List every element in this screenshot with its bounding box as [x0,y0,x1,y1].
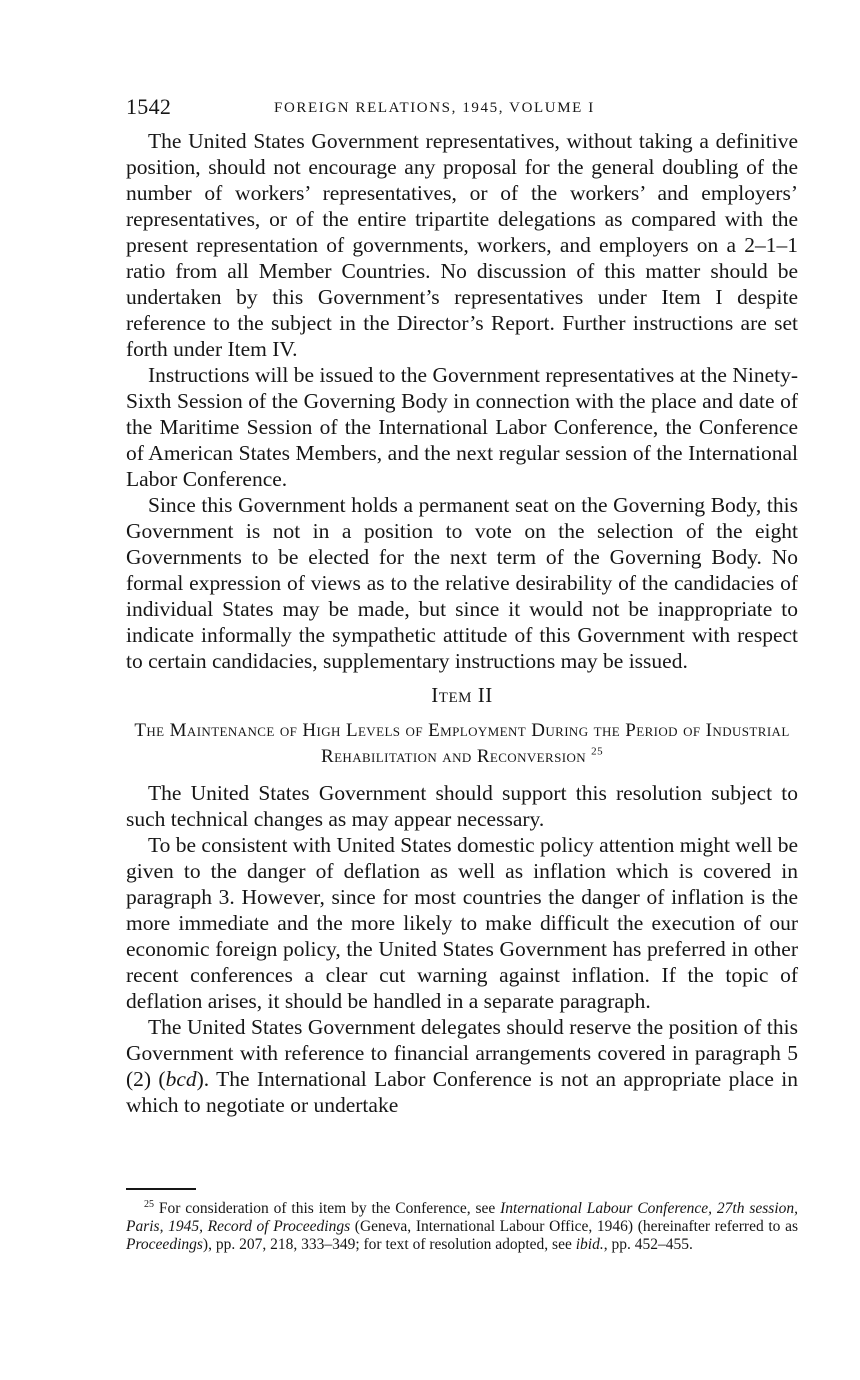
paragraph-instructions-governing-body: Instructions will be issued to the Government representatives at the Ninety-Sixth Session of the Governing Body in connection with the place and date of the Maritime Session of the International Labor Conference, the Conference of American States Members, and the next regular session of the International Labor Conference. [126,363,798,491]
footnote-text-b: (Geneva, International Labour Office, 1946) (hereinafter referred to as [350,1218,799,1235]
footnote-italic-ibid: ibid. [575,1236,604,1253]
footnote-text-a: For consideration of this item by the Conference, see [158,1200,501,1217]
running-title: FOREIGN RELATIONS, 1945, VOLUME I [274,100,595,116]
page-number: 1542 [126,94,172,119]
footnote-rule [126,1188,196,1190]
footnote-italic-proceedings: Proceedings [126,1236,203,1253]
page-content [126,92,798,1118]
footnote-text-d: , pp. 452–455. [603,1236,693,1253]
footnote-mark: 25 [144,1198,154,1210]
paragraph-financial-italic: bcd [165,1067,197,1091]
footnote-text-c: ), pp. 207, 218, 333–349; for text of resolution adopted, see [202,1236,576,1253]
paragraph-support-resolution: The United States Government should support this resolution subject to such technical changes as may appear necessary. [126,781,798,831]
paragraph-permanent-seat: Since this Government holds a permanent seat on the Governing Body, this Government is not in a position to vote on the selection of the eight Governments to be elected for the next term of the Governing Body. No formal expression of views as to the relative desirability of the candidacies of individual States may be made, but since it would not be inappropriate to indicate informally the sympathetic attitude of this Government with respect to certain candidacies, supplementary instructions may be issued. [126,493,798,673]
footnote [126,1200,798,1254]
paragraph-financial-arrangements [126,1014,798,1118]
footnote-reference: 25 [591,745,603,758]
item-heading: Item II [431,683,493,707]
item-title [126,718,798,770]
item-title-text: The Maintenance of High Levels of Employment During the Period of Industrial Rehabilitation and Reconversion [134,720,790,767]
paragraph-financial-text-a: The United States Government delegates should reserve the position of this Government with reference to financial arrangements covered in paragraph 5 (2) ( [126,1015,798,1091]
footnote-italic-record: International Labour Conference, 27th session, Paris, 1945, Record of Proceedings [126,1200,799,1235]
running-head [126,92,798,128]
paragraph-deflation: To be consistent with United States domestic policy attention might well be given to the danger of deflation as well as inflation which is covered in paragraph 3. However, since for most countries the danger of inflation is the more immediate and the more likely to make difficult the execution of our economic foreign policy, the United States Government has preferred in other recent conferences a clear cut warning against inflation. If the topic of deflation arises, it should be handled in a separate paragraph. [126,833,798,1013]
paragraph-financial-text-b: ). The International Labor Conference is not an appropriate place in which to negotiate or undertake [126,1067,798,1117]
paragraph-worker-representation: The United States Government representatives, without taking a definitive position, should not encourage any proposal for the general doubling of the number of workers’ representatives, or of the workers’ and employers’ representatives, or of the entire tripartite delegations as compared with the present representation of governments, workers, and employers on a 2–1–1 ratio from all Member Countries. No discussion of this matter should be undertaken by this Government’s representatives under Item I despite reference to the subject in the Director’s Report. Further instructions are set forth under Item IV. [126,129,798,361]
